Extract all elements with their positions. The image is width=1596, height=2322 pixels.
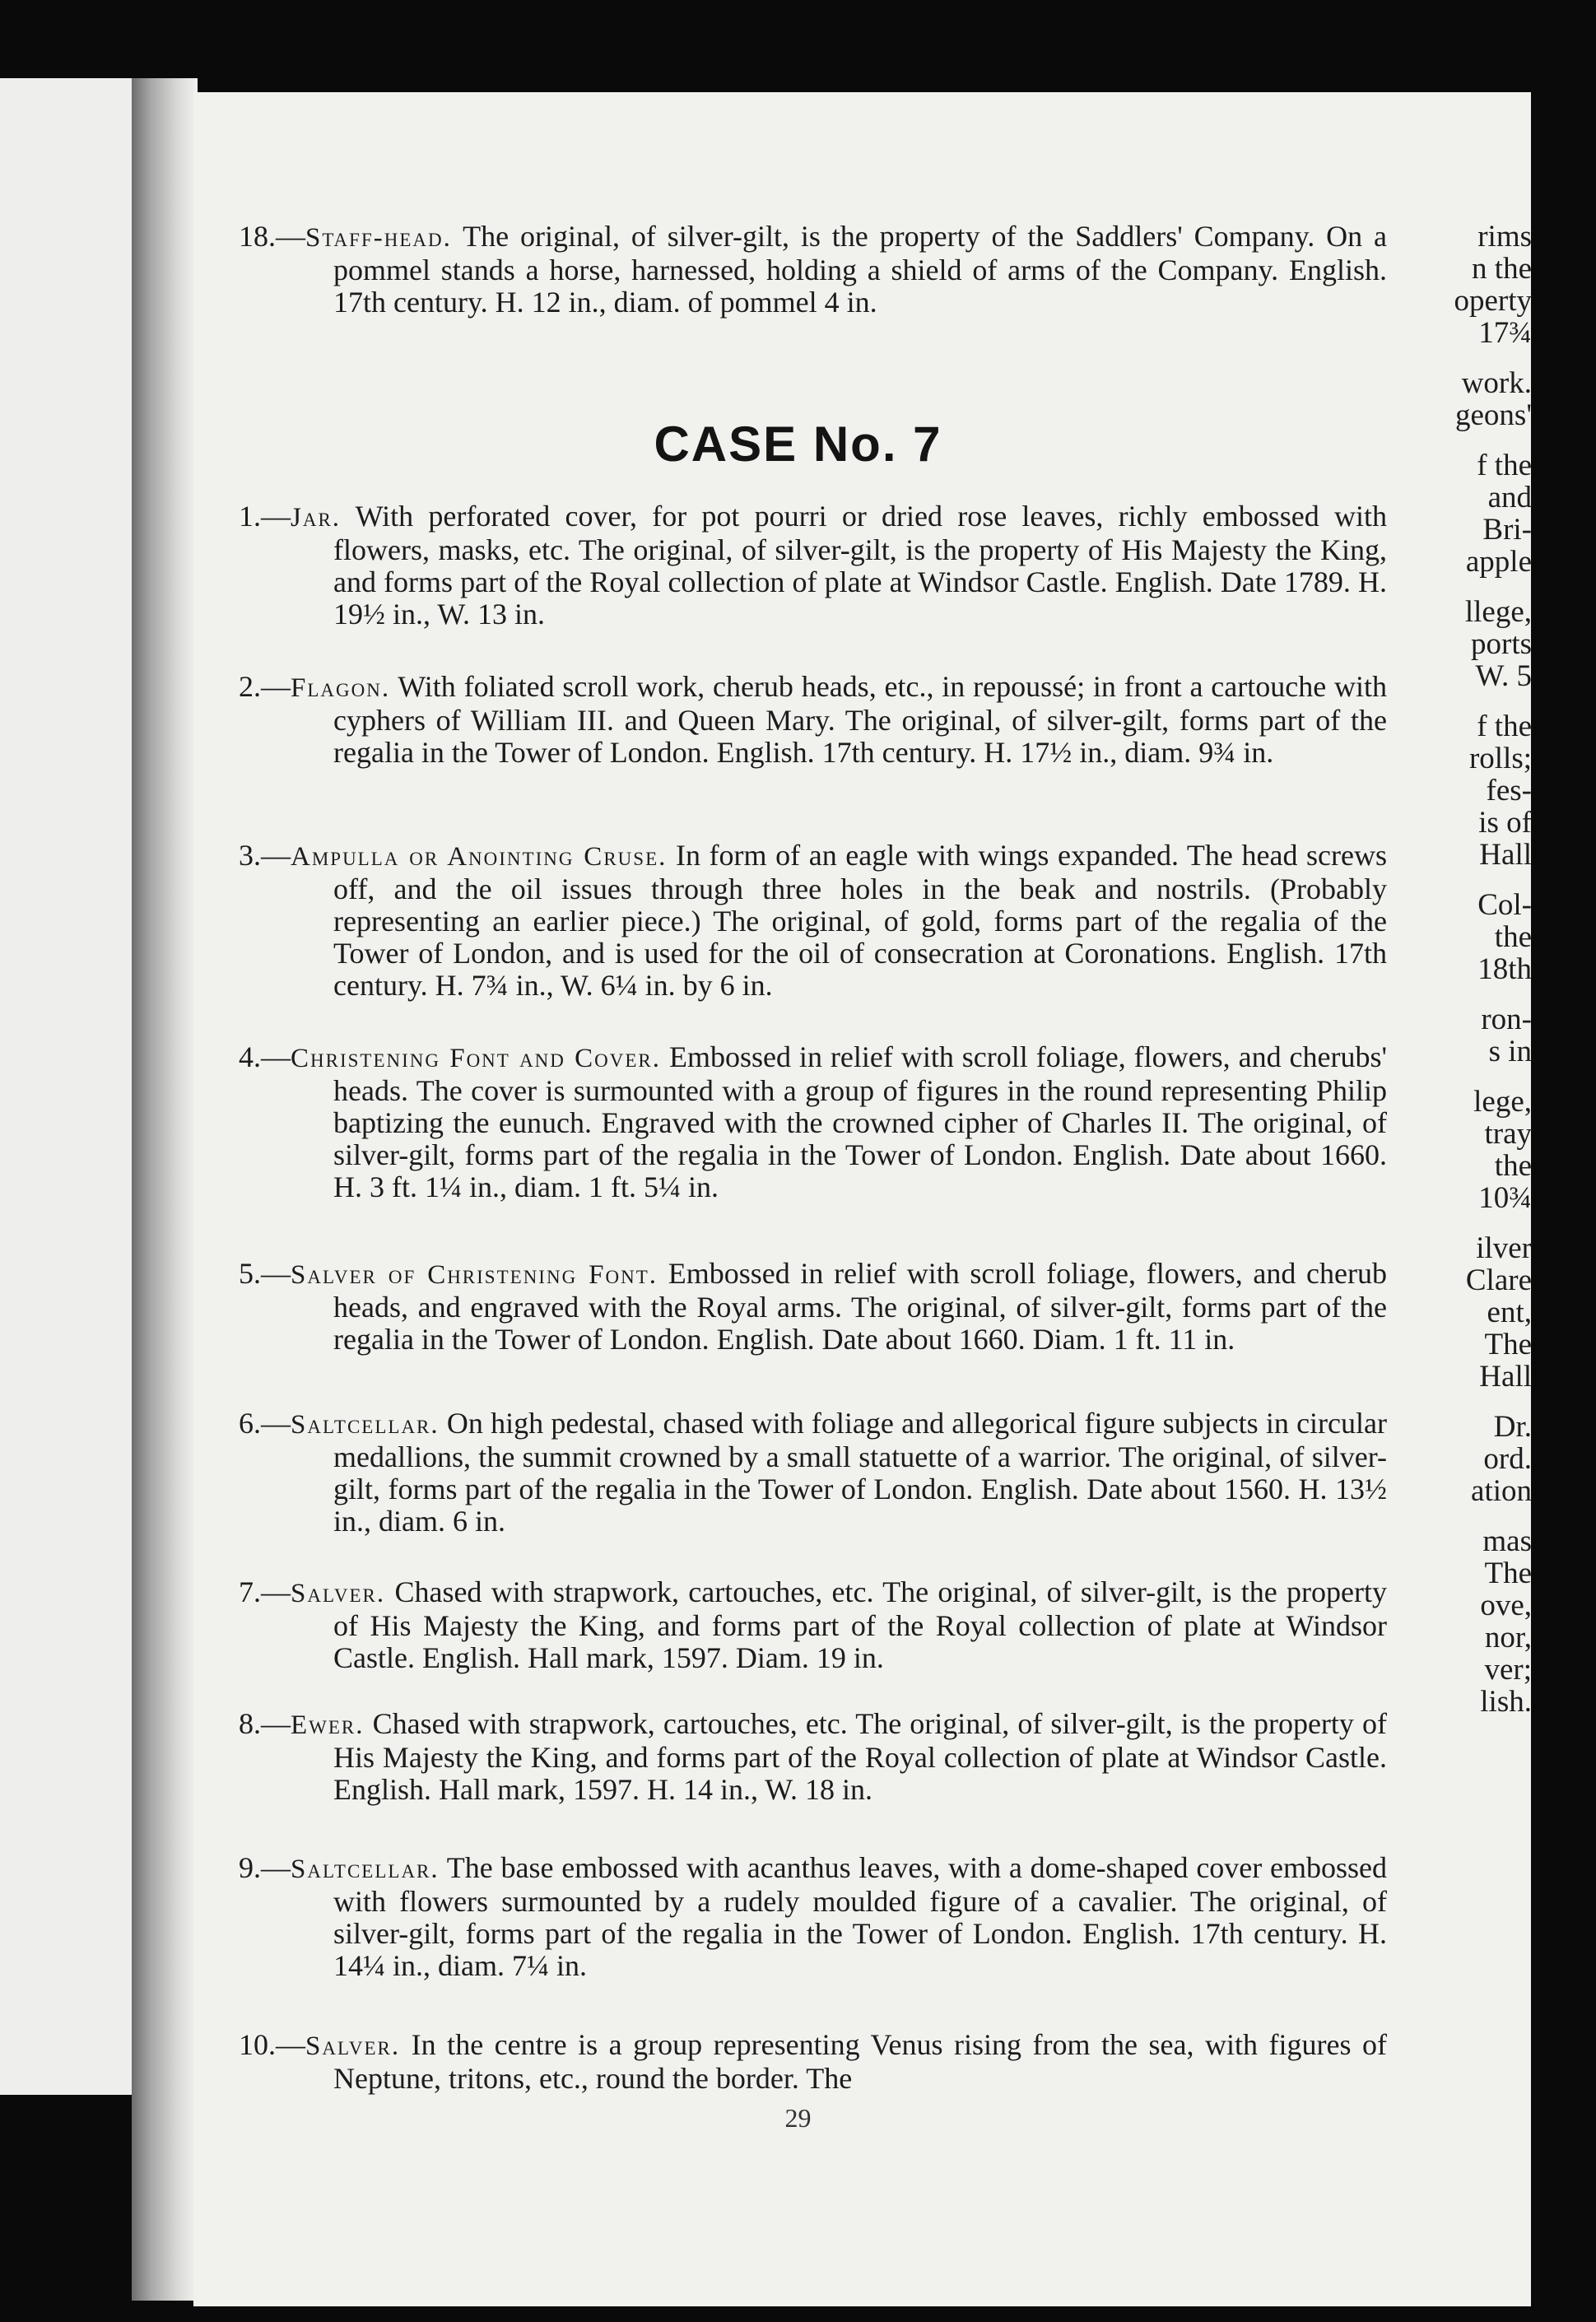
previous-page-line: the xyxy=(1494,1149,1532,1183)
entry-title: Salver. xyxy=(291,1579,386,1608)
entry-title: Ewer. xyxy=(291,1710,365,1740)
catalogue-entry xyxy=(239,1041,1387,1203)
previous-page-line: operty xyxy=(1454,284,1532,318)
entry-number: 8.— xyxy=(239,1707,291,1740)
previous-page-line: ation xyxy=(1471,1474,1532,1508)
previous-page-line: s in xyxy=(1488,1035,1532,1068)
previous-page-line: rolls; xyxy=(1468,742,1532,775)
previous-page-line: Clare xyxy=(1465,1263,1532,1297)
entry-text: The base embossed with acanthus leaves, with a dome-shaped cover embossed with flowers surmounted by a rudely moulded figure of a cavalier. The original, of silver-gilt, forms part of the regalia in the Tower of London. English. 17th century. H. 14¼ in., diam. 7¼ in. xyxy=(333,1851,1387,1982)
entry-text: In form of an eagle with wings expanded. The head screws off, and the oil issues through three holes in the beak and nostrils. (Probably representing an earlier piece.) The original, of gold, forms part of the regalia of the Tower of London, and is used for the oil of consecration at Coronations. English. 17th century. H. 7¾ in., W. 6¼ in. by 6 in. xyxy=(333,839,1387,1002)
entry-title: Staff-head. xyxy=(305,223,452,253)
entry-number: 1.— xyxy=(239,500,291,533)
previous-page-line: ord. xyxy=(1483,1442,1532,1476)
entry-text: Embossed in relief with scroll foliage, flowers, and cherubs' heads. The cover is surmounted with a group of figures in the round representing Philip baptizing the eunuch. Engraved with the crowned cipher of Charles II. The original, of silver-gilt, forms part of the regalia in the Tower of London. English. Date about 1660. H. 3 ft. 1¼ in., diam. 1 ft. 5¼ in. xyxy=(333,1040,1387,1203)
entry-title: Saltcellar. xyxy=(291,1410,440,1440)
catalogue-entry xyxy=(239,671,1387,769)
entry-number: 3.— xyxy=(239,839,291,872)
entry-title: Ampulla or Anointing Cruse. xyxy=(291,842,668,872)
previous-page-line: The xyxy=(1484,1328,1532,1361)
book-gutter xyxy=(132,78,198,2301)
previous-page-line: ports xyxy=(1471,627,1532,661)
page-number: 29 xyxy=(784,2103,812,2133)
entry-text: Embossed in relief with scroll foliage, flowers, and cherub heads, and engraved with the Royal arms. The original, of silver-gilt, forms part of the regalia in the Tower of London. English. Date about 1660. Diam. 1 ft. 11 in. xyxy=(333,1257,1387,1356)
catalogue-entry xyxy=(239,1258,1387,1356)
entry-title: Jar. xyxy=(291,503,342,533)
previous-page-line: geons' xyxy=(1455,398,1532,432)
previous-page-line: 18th xyxy=(1477,952,1532,986)
catalogue-entry xyxy=(239,1852,1387,1982)
previous-page-line: ove, xyxy=(1480,1589,1532,1622)
previous-page-line: Hall xyxy=(1479,838,1532,872)
catalogue-entry xyxy=(239,1408,1387,1538)
entry-text: On high pedestal, chased with foliage and allegorical figure subjects in circular medallions, the summit crowned by a small statuette of a warrior. The original, of silver-gilt, forms part of the regalia in the Tower of London. English. Date about 1560. H. 13½ in., diam. 6 in. xyxy=(333,1407,1387,1538)
previous-page-line: f the xyxy=(1477,710,1532,743)
entry-text: With foliated scroll work, cherub heads, etc., in repoussé; in front a cartouche with cyphers of William III. and Queen Mary. The original, of silver-gilt, forms part of the regalia in the Tower of London. English. 17th century. H. 17½ in., diam. 9¾ in. xyxy=(333,670,1387,769)
previous-page-line: mas xyxy=(1482,1524,1532,1558)
previous-page-line: 17¾ xyxy=(1478,316,1532,350)
previous-page-line: ron- xyxy=(1481,1003,1532,1036)
entry-number: 9.— xyxy=(239,1851,291,1884)
previous-page-line: The xyxy=(1484,1557,1532,1590)
entry-title: Christening Font and Cover. xyxy=(291,1044,661,1073)
entry-number: 4.— xyxy=(239,1040,291,1073)
previous-page-line: Hall xyxy=(1479,1360,1532,1394)
entry-number: 7.— xyxy=(239,1575,291,1608)
entry-text: With perforated cover, for pot pourri or dried rose leaves, richly embossed with flowers, masks, etc. The original, of silver-gilt, is the property of His Majesty the King, and forms part of the Royal collection of plate at Windsor Castle. English. Date 1789. H. 19½ in., W. 13 in. xyxy=(333,500,1387,631)
entry-title: Saltcellar. xyxy=(291,1854,440,1884)
entry-title: Flagon. xyxy=(291,673,391,703)
entry-number: 10.— xyxy=(239,2028,305,2061)
previous-page-line: ilver xyxy=(1476,1231,1532,1265)
previous-page-line: Dr. xyxy=(1493,1410,1532,1444)
previous-page-line: llege, xyxy=(1464,595,1532,629)
previous-page-line: lege, xyxy=(1473,1085,1532,1119)
previous-page-line: n the xyxy=(1472,252,1532,286)
previous-page-line: 10¾ xyxy=(1478,1181,1532,1215)
catalogue-entry-18 xyxy=(239,221,1387,319)
previous-page-line: fes- xyxy=(1486,774,1532,807)
previous-page-line: is of xyxy=(1478,806,1532,840)
case-heading: CASE No. 7 xyxy=(654,416,942,472)
previous-page-line: ver; xyxy=(1484,1653,1532,1687)
previous-page-line: the xyxy=(1494,920,1532,954)
catalogue-entry xyxy=(239,840,1387,1002)
entry-text: Chased with strapwork, cartouches, etc. The original, of silver-gilt, is the property of His Majesty the King, and forms part of the Royal collection of plate at Windsor Castle. English. Hall mark, 1597. H. 14 in., W. 18 in. xyxy=(333,1707,1387,1806)
previous-page-line: nor, xyxy=(1484,1621,1532,1654)
entry-text: The original, of silver-gilt, is the property of the Saddlers' Company. On a pommel stands a horse, harnessed, holding a shield of arms of the Company. English. 17th century. H. 12 in., diam. of pommel 4 in. xyxy=(333,220,1387,319)
previous-page-line: f the xyxy=(1477,449,1532,482)
entry-text: In the centre is a group representing Venus rising from the sea, with figures of Neptune, tritons, etc., round the border. The xyxy=(333,2028,1387,2095)
previous-page-line: ent, xyxy=(1487,1296,1532,1329)
entry-text: Chased with strapwork, cartouches, etc. The original, of silver-gilt, is the property of His Majesty the King, and forms part of the Royal collection of plate at Windsor Castle. English. Hall mark, 1597. Diam. 19 in. xyxy=(333,1575,1387,1674)
entry-title: Salver. xyxy=(305,2031,401,2061)
previous-page-line: tray xyxy=(1484,1117,1532,1151)
previous-page-fragment xyxy=(0,78,148,2095)
entry-number: 2.— xyxy=(239,670,291,703)
previous-page-line: work. xyxy=(1461,366,1532,400)
previous-page-line: W. 5 xyxy=(1475,659,1532,693)
previous-page-line: lish. xyxy=(1480,1685,1532,1719)
entry-title: Salver of Christening Font. xyxy=(291,1260,658,1290)
previous-page-line: apple xyxy=(1465,545,1532,579)
entry-number: 18.— xyxy=(239,220,305,253)
previous-page-line: Bri- xyxy=(1482,513,1532,547)
entry-number: 5.— xyxy=(239,1257,291,1290)
catalogue-entry xyxy=(239,2029,1387,2095)
catalogue-entry xyxy=(239,1708,1387,1806)
catalogue-entry xyxy=(239,500,1387,631)
previous-page-line: Col- xyxy=(1477,888,1532,922)
previous-page-line: rims xyxy=(1477,220,1532,254)
catalogue-entry xyxy=(239,1576,1387,1674)
entry-number: 6.— xyxy=(239,1407,291,1440)
previous-page-line: and xyxy=(1487,481,1532,514)
